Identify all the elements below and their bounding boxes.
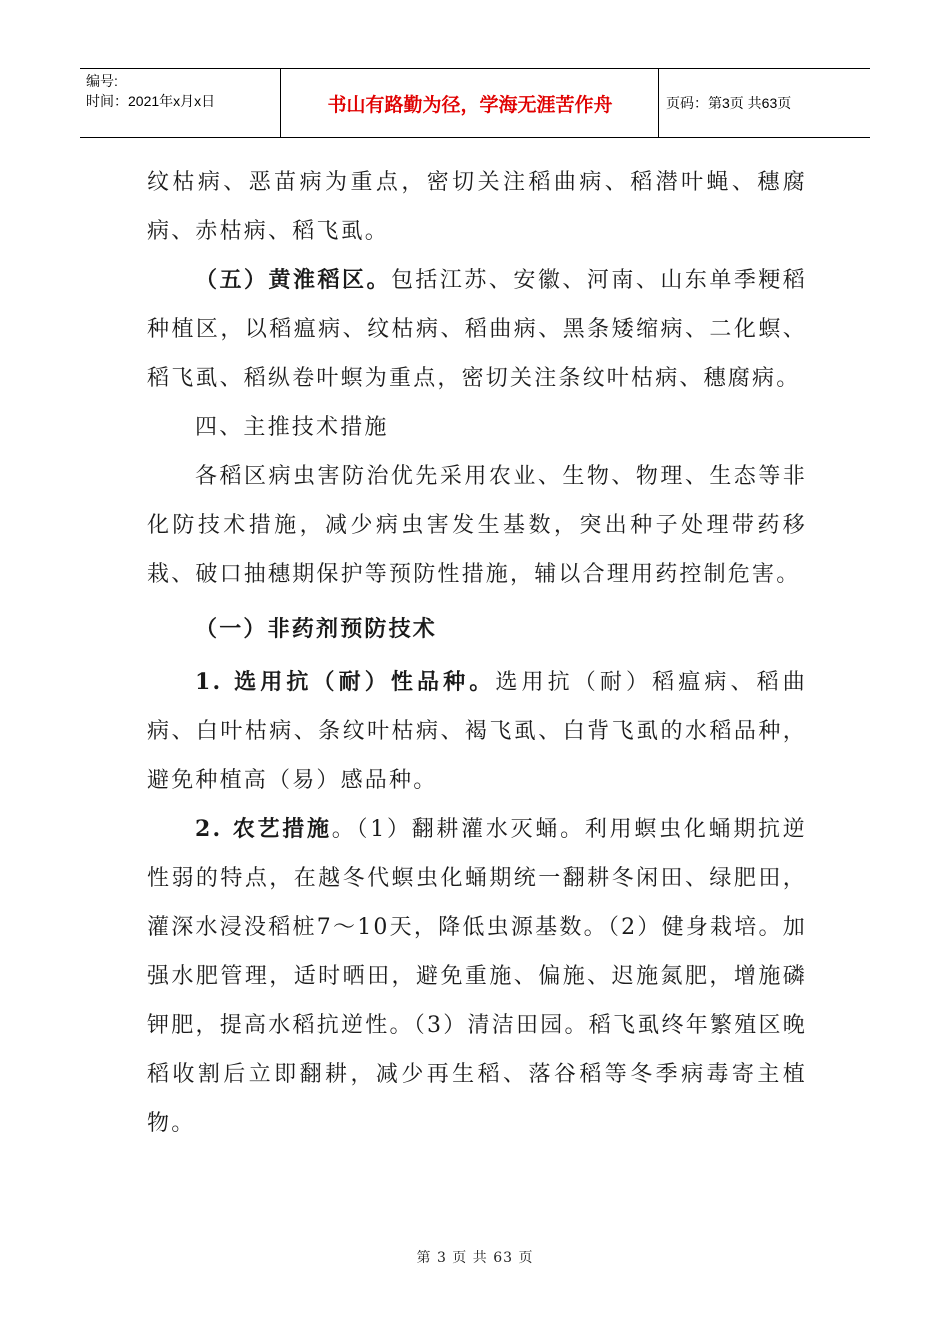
paragraph-text: 选用抗（耐）稻瘟病、稻曲病、白叶枯病、条纹叶枯病、褐飞虱、白背飞虱的水稻品种，避免种植高（易）感品种。	[147, 670, 807, 793]
paragraph: 各稻区病虫害防治优先采用农业、生物、物理、生态等非化防技术措施，减少病虫害发生基数，突出种子处理带药移栽、破口抽穗期保护等预防性措施，辅以合理用药控制危害。	[147, 464, 807, 587]
header-divider	[658, 69, 659, 137]
document-number-label: 编号:	[86, 73, 118, 89]
paragraph	[147, 805, 807, 1148]
section-title: 四、主推技术措施	[195, 415, 389, 440]
paragraph-heading: 1. 选用抗（耐）性品种。	[195, 669, 496, 695]
paragraph-heading: 2. 农艺措施	[195, 816, 332, 842]
paragraph	[147, 256, 807, 403]
document-date: 时间：2021年x月x日	[86, 93, 216, 109]
paragraph-text: 。（1）翻耕灌水灭蛹。利用螟虫化蛹期抗逆性弱的特点，在越冬代螟虫化蛹期统一翻耕冬闲田、绿肥田，灌深水浸没稻桩7～10天，降低虫源基数。（2）健身栽培。加强水肥管理，适时晒田，避免重施、偏施、迟施氮肥，增施磷钾肥，提高水稻抗逆性。（3）清洁田园。稻飞虱终年繁殖区晚稻收割后立即翻耕，减少再生稻、落谷稻等冬季病毒寄主植物。	[147, 817, 807, 1136]
paragraph: 纹枯病、恶苗病为重点，密切关注稻曲病、稻潜叶蝇、穗腐病、赤枯病、稻飞虱。	[147, 170, 807, 244]
paragraph	[147, 658, 807, 805]
header-motto: 书山有路勤为径，学海无涯苦作舟	[327, 93, 613, 116]
header-meta	[86, 71, 215, 111]
paragraph-heading: （五）黄淮稻区。	[195, 267, 391, 293]
document-body	[147, 158, 807, 1148]
header-divider	[280, 69, 281, 137]
page-header	[80, 68, 870, 138]
page-footer: 第 3 页 共 63 页	[416, 1250, 534, 1266]
header-page-code: 页码：第3页 共63页	[666, 95, 792, 111]
paragraph-text: 包括江苏、安徽、河南、山东单季粳稻种植区，以稻瘟病、纹枯病、稻曲病、黑条矮缩病、二化螟、稻飞虱、稻纵卷叶螟为重点，密切关注条纹叶枯病、穗腐病。	[147, 268, 807, 391]
subsection-title: （一）非药剂预防技术	[195, 616, 438, 642]
